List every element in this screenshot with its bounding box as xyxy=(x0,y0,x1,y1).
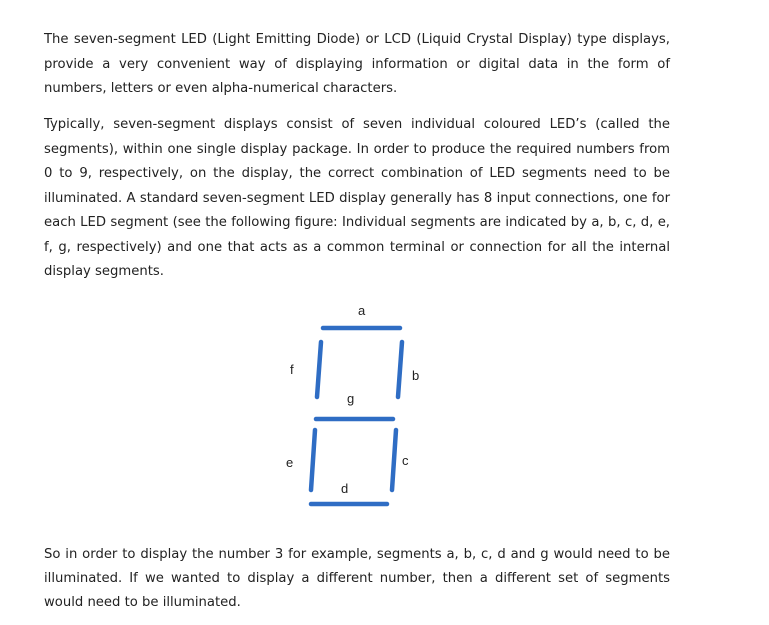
seven-segment-figure xyxy=(270,290,450,520)
segment-b xyxy=(398,342,402,397)
segment-e xyxy=(311,430,315,490)
label-a: a xyxy=(358,303,366,318)
label-g: g xyxy=(347,391,355,406)
segment-c xyxy=(392,430,396,490)
label-b: b xyxy=(412,368,420,383)
conclusion-paragraph: So in order to display the number 3 for example, segments a, b, c, d and g would need to be illuminated. If we wanted to display a different number, then a different set of segments would need to be illuminated. xyxy=(44,547,670,610)
label-c: c xyxy=(402,453,409,468)
detail-paragraph: Typically, seven-segment displays consist of seven individual coloured LED’s (called the segments), within one single display package. In order to produce the required numbers from 0 to 9, respectively, on the display, the correct combination of LED segments need to be illuminated. A standard seven-segment LED display generally has 8 input connections, one for each LED segment (see the following figure: Individual segments are indicated by a, b, c, d, e, f, g, respectively) and one that acts as a common terminal or connection for all the internal display segments. xyxy=(44,117,670,279)
label-f: f xyxy=(290,362,294,377)
segment-f xyxy=(317,342,321,397)
label-e: e xyxy=(286,455,294,470)
intro-paragraph: The seven-segment LED (Light Emitting Diode) or LCD (Liquid Crystal Display) type displays, provide a very convenient way of displaying information or digital data in the form of numbers, letters or even alpha-numerical characters. xyxy=(44,32,670,96)
label-d: d xyxy=(341,481,349,496)
